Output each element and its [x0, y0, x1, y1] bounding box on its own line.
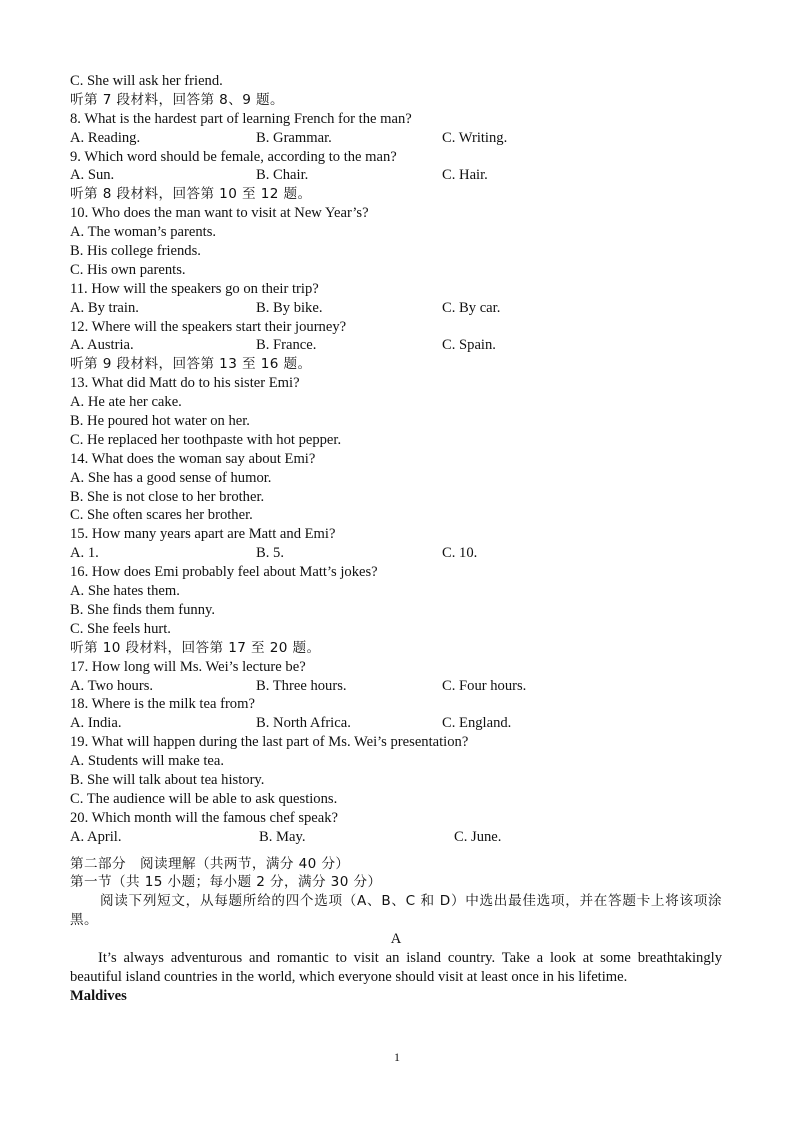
answer-options-row	[70, 336, 722, 355]
part-two-heading: 第二部分 阅读理解（共两节，满分 40 分）	[70, 855, 350, 872]
answer-option-b: B. France.	[256, 337, 317, 354]
answer-option-b: B. Grammar.	[256, 129, 332, 146]
answer-option-c: C. Hair.	[442, 167, 488, 184]
passage-letter: A	[390, 931, 402, 948]
question-line: 20. Which month will the famous chef speak?	[70, 809, 339, 826]
question-line: B. She finds them funny.	[70, 601, 215, 618]
passage-paragraph: It’s always adventurous and romantic to visit an island country. Take a look at some breathtakingly beautiful island countries in the world, which everyone should visit at least once in his lifetime.	[70, 950, 722, 986]
question-line: C. She will ask her friend.	[70, 73, 223, 89]
page-number: 1	[394, 1050, 400, 1064]
answer-option-b: B. Chair.	[256, 167, 309, 184]
question-line: 10. Who does the man want to visit at New Year’s?	[70, 205, 369, 222]
answer-option-b: B. By bike.	[256, 299, 323, 316]
answer-options-row	[70, 714, 722, 733]
answer-options-row	[70, 828, 722, 847]
question-line: C. She often scares her brother.	[70, 507, 253, 524]
question-line: 19. What will happen during the last part of Ms. Wei’s presentation?	[70, 734, 469, 751]
answer-option-a: A. Sun.	[70, 167, 115, 184]
section-instruction: 听第 10 段材料，回答第 17 至 20 题。	[70, 639, 321, 656]
answer-option-b: B. 5.	[256, 545, 284, 562]
question-line: 11. How will the speakers go on their trip?	[70, 280, 319, 297]
section-instruction: 听第 8 段材料，回答第 10 至 12 题。	[70, 186, 312, 203]
section-instruction: 听第 9 段材料，回答第 13 至 16 题。	[70, 356, 312, 373]
question-line: C. She feels hurt.	[70, 620, 171, 637]
section-instruction: 听第 7 段材料，回答第 8、9 题。	[70, 91, 284, 108]
question-line: 13. What did Matt do to his sister Emi?	[70, 375, 300, 392]
answer-option-a: A. By train.	[70, 299, 139, 316]
answer-options-row	[70, 166, 722, 185]
question-line: C. His own parents.	[70, 261, 186, 278]
question-line: 9. Which word should be female, according to the man?	[70, 148, 397, 165]
question-line: 18. Where is the milk tea from?	[70, 696, 255, 713]
section-one-heading: 第一节（共 15 小题；每小题 2 分，满分 30 分）	[70, 874, 382, 891]
answer-option-c: C. By car.	[442, 299, 501, 316]
question-line: 8. What is the hardest part of learning French for the man?	[70, 110, 412, 127]
answer-option-a: A. Austria.	[70, 337, 134, 354]
answer-option-a: A. India.	[70, 715, 122, 732]
answer-option-c: C. June.	[454, 828, 502, 845]
exam-page	[70, 72, 722, 1006]
question-line: A. She has a good sense of humor.	[70, 469, 272, 486]
answer-option-a: A. Two hours.	[70, 677, 154, 694]
question-line: 16. How does Emi probably feel about Matt’s jokes?	[70, 564, 378, 581]
answer-options-row	[70, 129, 722, 148]
question-line: A. She hates them.	[70, 583, 180, 600]
answer-options-row	[70, 299, 722, 318]
question-line: B. His college friends.	[70, 243, 201, 260]
question-line: A. The woman’s parents.	[70, 224, 217, 241]
answer-option-c: C. Spain.	[442, 337, 496, 354]
answer-option-b: B. May.	[259, 828, 306, 845]
answer-option-b: B. Three hours.	[256, 677, 347, 694]
answer-option-c: C. Writing.	[442, 129, 508, 146]
question-line: C. The audience will be able to ask questions.	[70, 790, 338, 807]
question-line: B. He poured hot water on her.	[70, 413, 250, 430]
answer-option-c: C. 10.	[442, 545, 478, 562]
listening-questions	[70, 72, 722, 847]
answer-options-row	[70, 544, 722, 563]
question-line: B. She is not close to her brother.	[70, 488, 265, 505]
answer-option-b: B. North Africa.	[256, 715, 351, 732]
reading-instruction: 阅读下列短文，从每题所给的四个选项（A、B、C 和 D）中选出最佳选项，并在答题卡上将该项涂黑。	[70, 893, 722, 929]
answer-option-a: A. 1.	[70, 545, 99, 562]
question-line: B. She will talk about tea history.	[70, 771, 265, 788]
answer-option-c: C. Four hours.	[442, 677, 527, 694]
passage-subheading: Maldives	[70, 988, 127, 1004]
answer-option-a: A. Reading.	[70, 129, 141, 146]
question-line: 12. Where will the speakers start their journey?	[70, 318, 347, 335]
question-line: C. He replaced her toothpaste with hot pepper.	[70, 431, 342, 448]
answer-option-c: C. England.	[442, 715, 512, 732]
answer-options-row	[70, 677, 722, 696]
question-line: 14. What does the woman say about Emi?	[70, 450, 316, 467]
question-line: 15. How many years apart are Matt and Emi?	[70, 526, 336, 543]
question-line: A. He ate her cake.	[70, 394, 182, 411]
answer-option-a: A. April.	[70, 828, 122, 845]
question-line: 17. How long will Ms. Wei’s lecture be?	[70, 658, 306, 675]
question-line: A. Students will make tea.	[70, 753, 225, 770]
